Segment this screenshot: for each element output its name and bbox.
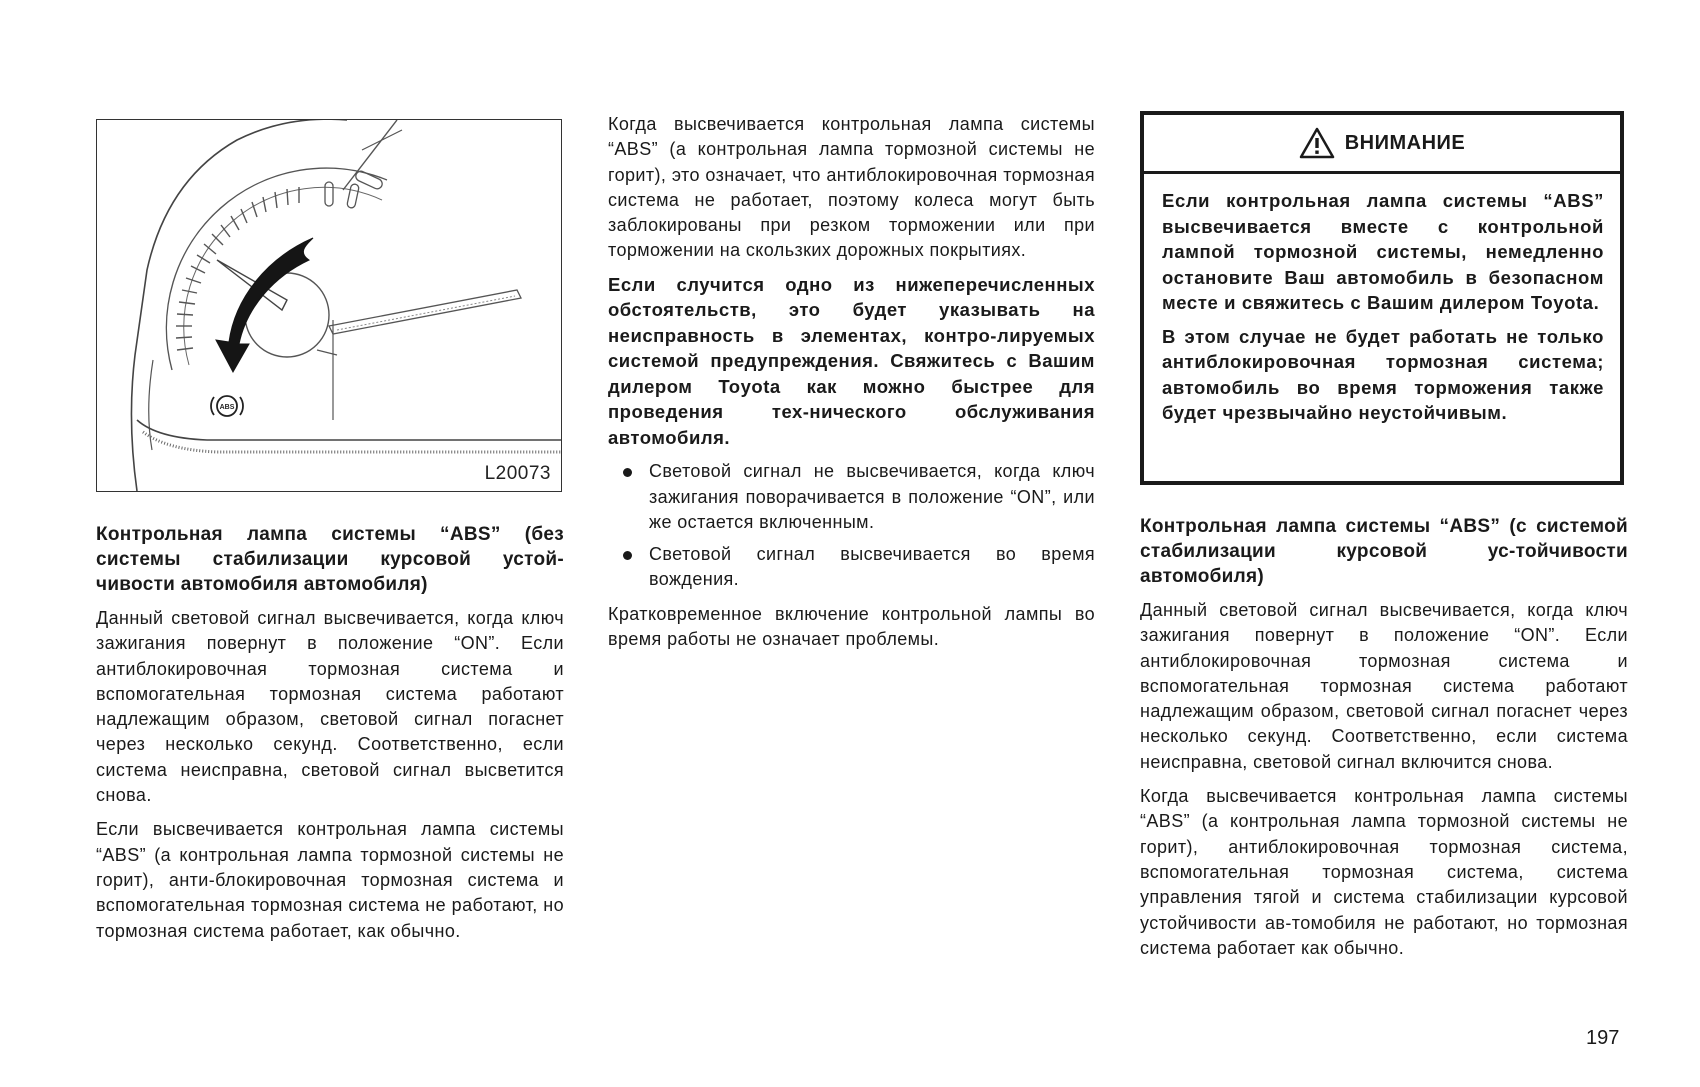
page-number: 197 (1586, 1027, 1620, 1049)
middle-column (608, 112, 1095, 652)
list-item (608, 459, 1095, 535)
list-item-text: Световой сигнал высвечивается во время вождения. (649, 544, 1095, 590)
abs-indicator-illustration (96, 119, 562, 492)
abs-without-vsc-paragraph-2: Если высвечивается контрольная лампа системы “ABS” (а контрольная лампа тормозной системы не горит), анти-блокировочная тормозная система и вспомогательная тормозная система не работают, но тормозная система работает, как обычно. (96, 819, 564, 941)
left-column (96, 522, 564, 944)
abs-without-vsc-heading: Контрольная лампа системы “ABS” (без системы стабилизации курсовой устой-чивости автомобиля автомобиля) (96, 524, 564, 595)
abs-warning-icon (211, 396, 243, 416)
instrument-cluster-drawing (97, 120, 561, 491)
malfunction-notice-paragraph: Если случится одно из нижеперечисленных обстоятельств, это будет указывать на неисправность в элементах, контро-лируемых системой предупреждения. Свяжитесь с Вашим дилером Toyota как можно быстрее для проведения тех-нического обслуживания автомобиля. (608, 273, 1095, 448)
malfunction-conditions-list (608, 459, 1095, 592)
list-item (608, 542, 1095, 593)
figure-code: L20073 (484, 463, 551, 484)
caution-box (1140, 111, 1624, 485)
caution-body (1144, 174, 1620, 426)
bullet-icon (623, 468, 632, 477)
caution-header (1144, 115, 1620, 174)
abs-lamp-meaning-paragraph: Когда высвечивается контрольная лампа системы “ABS” (а контрольная лампа тормозной системы не горит), это означает, что антиблокировочная тормозная система не работает, поэтому колеса могут быть заблокированы при резком торможении или при торможении на скользких дорожных покрытиях. (608, 114, 1095, 261)
right-column (1140, 514, 1628, 961)
caution-paragraph-1: Если контрольная лампа системы “ABS” высвечивается вместе с контрольной лампой тормозной системы, немедленно остановите Ваш автомобиль в безопасном месте и свяжитесь с Вашим дилером Toyota. (1162, 190, 1604, 313)
abs-with-vsc-paragraph-1: Данный световой сигнал высвечивается, когда ключ зажигания повернут в положение “ON”. Если антиблокировочная тормозная система и вспомогательная тормозная система работают надлежащим образом, световой сигнал погаснет через несколько секунд. Соответственно, если система неисправна, световой сигнал включится снова. (1140, 600, 1628, 772)
abs-with-vsc-heading: Контрольная лампа системы “ABS” (с системой стабилизации курсовой ус-тойчивости автомобиля) (1140, 516, 1628, 587)
bullet-icon (623, 551, 632, 560)
abs-without-vsc-paragraph-1: Данный световой сигнал высвечивается, когда ключ зажигания повернут в положение “ON”. Если антиблокировочная тормозная система и вспомогательная тормозная система работают надлежащим образом, световой сигнал погаснет через несколько секунд. Соответственно, если система неисправна, световой сигнал высветится снова. (96, 608, 564, 806)
warning-triangle-icon (1299, 127, 1335, 159)
list-item-text: Световой сигнал не высвечивается, когда ключ зажигания поворачивается в положение “ON”, или же остается включенным. (649, 461, 1095, 532)
caution-paragraph-2: В этом случае не будет работать не только антиблокировочная тормозная система; автомобиль во время торможения также будет чрезвычайно неустойчивым. (1162, 325, 1604, 423)
abs-icon-label: ABS (219, 404, 235, 411)
abs-with-vsc-paragraph-2: Когда высвечивается контрольная лампа системы “ABS” (а контрольная лампа тормозной системы не горит), антиблокировочная тормозная система, вспомогательная тормозная система, система управления тягой и система стабилизации курсовой устойчивости ав-томобиля не работают, но тормозная система работает как обычно. (1140, 786, 1628, 958)
caution-title: ВНИМАНИЕ (1344, 131, 1466, 154)
brief-lighting-paragraph: Кратковременное включение контрольной лампы во время работы не означает проблемы. (608, 603, 1095, 650)
